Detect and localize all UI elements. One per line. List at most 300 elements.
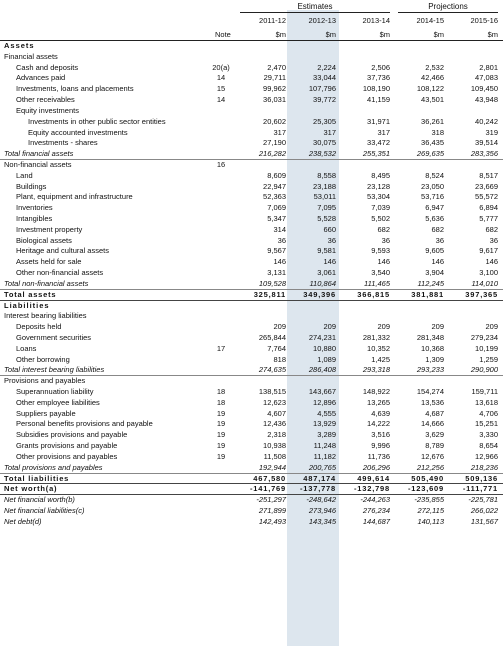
row-value-3: 281,348: [416, 332, 444, 342]
unit-header-4: $m: [487, 30, 498, 39]
row-value-4: 10,199: [475, 343, 498, 353]
table-row: [0, 452, 503, 463]
table-row: [0, 268, 503, 279]
row-value-2: 148,922: [362, 387, 390, 396]
table-row: [0, 279, 503, 290]
row-value-4: 23,669: [475, 181, 498, 191]
row-label: Plant, equipment and infrastructure: [16, 192, 133, 202]
table-row: [0, 333, 503, 344]
row-value-3: 108,122: [416, 84, 444, 94]
table-row: [0, 236, 503, 247]
row-value-1: 349,396: [303, 289, 336, 299]
year-header-2: 2013-14: [362, 16, 390, 25]
row-label: Intangibles: [16, 214, 53, 223]
row-value-4: 109,450: [470, 84, 498, 94]
row-value-2: 682: [377, 224, 390, 234]
row-value-1: 36: [327, 235, 336, 245]
row-value-3: 318: [431, 127, 444, 137]
row-value-0: 7,069: [267, 203, 286, 213]
row-value-3: 8,789: [425, 441, 444, 451]
row-value-3: 12,676: [421, 451, 444, 461]
row-value-0: 2,470: [267, 62, 286, 72]
row-value-2: 31,971: [367, 116, 390, 126]
table-row: [0, 52, 503, 63]
row-label: Cash and deposits: [16, 62, 79, 72]
row-note: 15: [216, 84, 226, 94]
row-value-4: 13,618: [475, 397, 498, 407]
row-value-2: 276,234: [362, 505, 390, 515]
row-value-0: 818: [273, 354, 286, 364]
row-value-4: 15,251: [475, 419, 498, 429]
row-note: 19: [216, 419, 226, 429]
row-value-2: 281,332: [362, 332, 390, 342]
row-label: Biological assets: [16, 235, 72, 245]
table-row: [0, 387, 503, 398]
row-value-3: -235,855: [414, 495, 444, 505]
row-value-4: 55,572: [475, 192, 498, 202]
row-value-2: 3,540: [371, 268, 390, 278]
table-row: [0, 430, 503, 441]
row-value-2: 14,222: [367, 419, 390, 429]
row-value-2: 3,516: [371, 430, 390, 440]
table-row: [0, 506, 503, 517]
row-note: 17: [216, 343, 226, 353]
row-value-1: 107,796: [308, 84, 336, 94]
row-value-0: 138,515: [258, 387, 286, 396]
row-label: Other non-financial assets: [16, 268, 104, 278]
row-value-4: 8,654: [479, 441, 498, 451]
table-row: [0, 355, 503, 366]
row-value-2: 36: [381, 235, 390, 245]
row-value-0: 3,131: [267, 268, 286, 278]
row-label: Total non-financial assets: [4, 278, 89, 288]
row-label: Loans: [16, 343, 37, 353]
table-row: [0, 365, 503, 376]
row-value-3: 682: [431, 224, 444, 234]
row-value-2: 146: [377, 257, 390, 267]
table-row: [0, 41, 503, 52]
row-value-1: 2,224: [317, 62, 336, 72]
row-value-1: 286,408: [308, 365, 336, 375]
row-value-1: 238,532: [308, 149, 336, 159]
table-row: [0, 441, 503, 452]
row-value-0: 216,282: [258, 149, 286, 159]
row-value-1: -137,778: [299, 484, 336, 494]
row-value-1: 143,345: [308, 516, 336, 526]
row-value-1: 110,864: [309, 278, 336, 288]
row-value-1: 13,929: [313, 419, 336, 429]
row-value-2: 144,687: [362, 516, 390, 526]
table-row: [0, 160, 503, 171]
row-label: Equity accounted investments: [28, 127, 128, 137]
row-value-3: 3,904: [425, 268, 444, 278]
row-value-3: 112,245: [417, 278, 444, 288]
row-label: Total provisions and payables: [4, 462, 103, 472]
row-value-4: 40,242: [475, 116, 498, 126]
row-label: Land: [16, 170, 33, 180]
year-header-0: 2011-12: [259, 16, 286, 25]
row-value-4: 43,948: [475, 95, 498, 105]
row-value-3: 1,309: [425, 354, 444, 364]
row-value-1: 7,095: [317, 203, 336, 213]
row-value-3: 4,687: [425, 408, 444, 418]
row-value-2: 317: [377, 127, 390, 137]
row-value-1: 33,044: [313, 73, 336, 83]
row-label: Total liabilities: [4, 473, 70, 483]
row-value-1: 200,765: [308, 462, 336, 472]
row-value-3: 293,233: [416, 365, 444, 375]
row-value-4: 4,706: [479, 408, 498, 418]
row-label: Assets: [4, 41, 35, 50]
row-value-3: 209: [431, 322, 444, 332]
row-value-3: 14,666: [421, 419, 444, 429]
row-value-0: 271,899: [258, 505, 286, 515]
row-value-4: 209: [485, 322, 498, 332]
row-value-1: 146: [323, 257, 336, 267]
row-value-4: 5,777: [479, 214, 498, 223]
row-value-2: 41,159: [367, 95, 390, 105]
row-label: Investments - shares: [28, 138, 98, 148]
row-value-0: 4,607: [267, 408, 286, 418]
row-value-2: 23,128: [367, 181, 390, 191]
row-value-2: -244,263: [360, 495, 390, 505]
row-value-1: 5,528: [317, 214, 336, 223]
row-value-3: -123,609: [407, 484, 444, 494]
row-label: Financial assets: [4, 51, 58, 61]
row-value-2: 10,352: [367, 343, 390, 353]
row-value-3: 5,636: [425, 214, 444, 223]
table-row: [0, 214, 503, 225]
table-row: [0, 517, 503, 528]
row-value-1: 1,089: [317, 354, 336, 364]
row-value-4: 3,100: [479, 268, 498, 278]
row-value-3: 212,256: [416, 462, 444, 472]
row-value-3: 146: [431, 257, 444, 267]
row-value-1: 660: [323, 224, 336, 234]
row-value-4: -111,771: [462, 484, 498, 494]
table-row: [0, 311, 503, 322]
row-value-1: 25,305: [313, 116, 336, 126]
row-label: Other provisions and payables: [16, 451, 118, 461]
row-value-2: 2,506: [371, 62, 390, 72]
row-value-1: 487,174: [303, 473, 336, 483]
table-row: [0, 463, 503, 474]
row-value-0: 11,508: [263, 451, 286, 461]
unit-header-3: $m: [433, 30, 444, 39]
row-value-1: -248,642: [306, 495, 336, 505]
row-value-3: 9,605: [425, 246, 444, 256]
row-label: Advances paid: [16, 73, 66, 83]
row-value-2: 111,465: [364, 278, 390, 288]
row-note: 19: [216, 451, 226, 461]
row-value-3: 140,113: [417, 516, 444, 526]
unit-header-0: $m: [275, 30, 286, 39]
table-row: [0, 225, 503, 236]
row-label: Equity investments: [16, 105, 79, 115]
row-value-4: 682: [485, 224, 498, 234]
row-value-4: 36: [489, 235, 498, 245]
row-value-2: 108,190: [362, 84, 390, 94]
row-value-4: 397,365: [465, 289, 498, 299]
row-value-2: 11,736: [367, 451, 390, 461]
table-row: [0, 301, 503, 312]
table-row: [0, 322, 503, 333]
row-note: 14: [216, 73, 226, 83]
row-label: Other employee liabilities: [16, 397, 100, 407]
row-value-4: 290,900: [470, 365, 498, 375]
row-value-4: 12,966: [475, 451, 498, 461]
table-row: [0, 182, 503, 193]
year-header-1: 2012-13: [308, 16, 336, 25]
row-value-1: 23,188: [313, 181, 336, 191]
unit-header-1: $m: [325, 30, 336, 39]
row-value-3: 43,501: [421, 95, 444, 105]
row-value-4: 131,567: [470, 516, 498, 526]
estimates-header: Estimates: [297, 2, 333, 11]
table-row: [0, 73, 503, 84]
row-value-2: 5,502: [371, 214, 390, 223]
row-value-0: 29,711: [263, 73, 286, 83]
row-value-2: 4,639: [371, 408, 390, 418]
row-value-4: 146: [485, 257, 498, 267]
row-value-0: 314: [273, 224, 286, 234]
row-value-4: 159,711: [471, 387, 498, 396]
row-value-4: 39,514: [475, 138, 498, 148]
row-label: Investments in other public sector entities: [28, 116, 166, 126]
row-value-4: 319: [485, 127, 498, 137]
row-value-4: 218,236: [470, 462, 498, 472]
row-note: 19: [216, 441, 226, 451]
row-value-3: 36: [435, 235, 444, 245]
row-value-3: 8,524: [425, 170, 444, 180]
row-value-1: 11,182: [313, 451, 336, 461]
estimates-header-rule: [240, 12, 390, 13]
row-label: Grants provisions and payable: [16, 441, 118, 451]
row-value-3: 3,629: [425, 430, 444, 440]
row-label: Net financial liabilities(c): [4, 505, 85, 515]
row-value-1: 143,667: [308, 387, 336, 396]
table-row: [0, 138, 503, 149]
row-label: Other receivables: [16, 95, 75, 105]
row-value-4: 283,356: [470, 149, 498, 159]
row-value-0: 22,947: [263, 181, 286, 191]
table-row: [0, 257, 503, 268]
row-label: Net financial worth(b): [4, 495, 75, 505]
row-label: Inventories: [16, 203, 53, 213]
row-value-3: 36,435: [421, 138, 444, 148]
row-value-4: 8,517: [479, 170, 498, 180]
row-label: Buildings: [16, 181, 47, 191]
table-row: [0, 398, 503, 409]
row-value-2: 13,265: [367, 397, 390, 407]
row-value-3: 10,368: [421, 343, 444, 353]
row-value-3: 505,490: [411, 473, 444, 483]
row-value-4: 1,259: [479, 354, 498, 364]
table-row: [0, 84, 503, 95]
row-value-3: 13,536: [421, 397, 444, 407]
row-value-4: 114,010: [471, 278, 498, 288]
table-row: [0, 203, 503, 214]
row-value-0: 9,567: [267, 246, 286, 256]
row-value-2: 499,614: [357, 473, 390, 483]
row-label: Government securities: [16, 332, 92, 342]
row-value-0: 146: [273, 257, 286, 267]
row-label: Total interest bearing liabilities: [4, 365, 105, 375]
row-value-0: -251,297: [256, 495, 286, 505]
table-row: [0, 95, 503, 106]
row-label: Assets held for sale: [16, 257, 82, 267]
row-value-2: 53,304: [367, 192, 390, 202]
row-value-0: 36: [277, 235, 286, 245]
unit-header-2: $m: [379, 30, 390, 39]
table-row: [0, 495, 503, 506]
row-value-0: 325,811: [253, 289, 286, 299]
row-value-0: 192,944: [258, 462, 286, 472]
row-label: Superannuation liability: [16, 387, 94, 396]
projections-header-rule: [398, 12, 498, 13]
row-value-4: 47,083: [475, 73, 498, 83]
row-label: Personal benefits provisions and payable: [16, 419, 153, 429]
table-row: [0, 484, 503, 495]
row-note: 18: [216, 387, 226, 396]
row-value-3: 36,261: [421, 116, 444, 126]
row-label: Net worth(a): [4, 484, 58, 494]
row-value-2: 37,736: [367, 73, 390, 83]
projections-header: Projections: [428, 2, 468, 11]
row-value-0: 10,938: [263, 441, 286, 451]
row-value-0: 8,609: [267, 170, 286, 180]
row-value-0: 2,318: [267, 430, 286, 440]
row-value-1: 9,581: [317, 246, 336, 256]
row-value-0: 12,623: [263, 397, 286, 407]
row-label: Other borrowing: [16, 354, 70, 364]
row-label: Investments, loans and placements: [16, 84, 134, 94]
table-row: [0, 128, 503, 139]
row-label: Suppliers payable: [16, 408, 76, 418]
row-label: Subsidies provisions and payable: [16, 430, 128, 440]
row-value-0: 142,493: [258, 516, 286, 526]
table-row: [0, 63, 503, 74]
row-value-1: 209: [323, 322, 336, 332]
row-value-0: 317: [273, 127, 286, 137]
row-value-2: 366,815: [357, 289, 390, 299]
row-note: 19: [216, 408, 226, 418]
row-value-1: 4,555: [317, 408, 336, 418]
row-value-1: 274,231: [308, 332, 336, 342]
row-label: Total assets: [4, 289, 57, 299]
row-value-0: 27,190: [263, 138, 286, 148]
table-row: [0, 106, 503, 117]
row-value-2: 7,039: [371, 203, 390, 213]
row-value-0: 467,580: [253, 473, 286, 483]
row-value-3: 42,466: [421, 73, 444, 83]
row-value-3: 269,635: [416, 149, 444, 159]
table-row: [0, 246, 503, 257]
row-value-0: 20,602: [263, 116, 286, 126]
row-note: 20(a): [212, 62, 230, 72]
row-note: 19: [216, 430, 226, 440]
row-value-3: 381,881: [411, 289, 444, 299]
row-value-0: 274,635: [258, 365, 286, 375]
table-row: [0, 192, 503, 203]
row-value-0: 265,844: [258, 332, 286, 342]
row-label: Interest bearing liabilities: [4, 311, 87, 321]
year-header-4: 2015-16: [470, 16, 498, 25]
row-value-2: 293,318: [362, 365, 390, 375]
row-value-4: 279,234: [470, 332, 498, 342]
row-label: Heritage and cultural assets: [16, 246, 109, 256]
row-value-0: 99,962: [263, 84, 286, 94]
table-body: [0, 41, 503, 528]
row-value-3: 272,115: [417, 505, 444, 515]
row-value-2: 1,425: [371, 354, 390, 364]
row-value-0: 7,764: [267, 343, 286, 353]
row-value-4: 6,894: [479, 203, 498, 213]
row-value-0: 52,363: [263, 192, 286, 202]
table-row: [0, 376, 503, 387]
row-value-4: 2,801: [479, 62, 498, 72]
table-row: [0, 117, 503, 128]
row-value-4: 266,022: [470, 505, 498, 515]
row-value-0: -141,769: [249, 484, 286, 494]
row-value-1: 30,075: [313, 138, 336, 148]
row-label: Liabilities: [4, 300, 50, 310]
row-value-2: 206,296: [362, 462, 390, 472]
row-value-1: 273,946: [308, 505, 336, 515]
row-value-1: 53,011: [313, 192, 336, 202]
row-label: Provisions and payables: [4, 376, 86, 386]
row-value-0: 109,528: [258, 278, 286, 288]
year-header-3: 2014-15: [416, 16, 444, 25]
row-value-2: -132,798: [353, 484, 390, 494]
row-value-0: 36,031: [263, 95, 286, 105]
row-value-3: 53,716: [421, 192, 444, 202]
table-row: [0, 344, 503, 355]
row-value-2: 9,593: [371, 246, 390, 256]
row-value-1: 10,880: [313, 343, 336, 353]
row-value-2: 33,472: [367, 138, 390, 148]
row-value-1: 317: [323, 127, 336, 137]
row-label: Deposits held: [16, 322, 62, 332]
row-value-1: 3,289: [317, 430, 336, 440]
row-note: 18: [216, 397, 226, 407]
row-value-0: 12,436: [263, 419, 286, 429]
row-value-2: 255,351: [362, 149, 390, 159]
row-value-0: 5,347: [267, 214, 286, 223]
row-value-3: 2,532: [425, 62, 444, 72]
row-value-0: 209: [273, 322, 286, 332]
row-note: 14: [216, 95, 226, 105]
row-value-3: 6,947: [425, 203, 444, 213]
row-label: Total financial assets: [4, 149, 74, 159]
note-column-header: Note: [215, 30, 231, 39]
row-value-2: 9,996: [371, 441, 390, 451]
row-label: Investment property: [16, 224, 83, 234]
row-label: Non-financial assets: [4, 159, 72, 169]
row-value-1: 8,558: [317, 170, 336, 180]
row-value-3: 154,274: [416, 387, 444, 396]
row-value-1: 39,772: [313, 95, 336, 105]
row-value-2: 209: [377, 322, 390, 332]
table-row: [0, 419, 503, 430]
row-value-4: 3,330: [479, 430, 498, 440]
table-row: [0, 171, 503, 182]
table-row: [0, 474, 503, 485]
row-value-3: 23,050: [421, 181, 444, 191]
row-note: 16: [216, 159, 226, 169]
table-row: [0, 409, 503, 420]
row-value-4: 9,617: [479, 246, 498, 256]
